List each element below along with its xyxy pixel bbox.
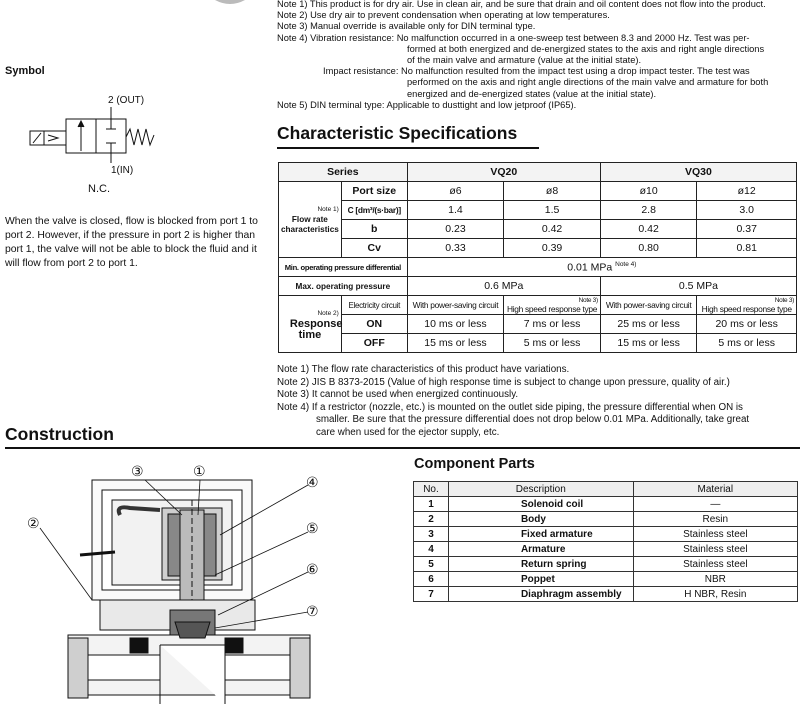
table-row [414, 527, 798, 542]
row-no: 2 [414, 512, 449, 527]
off-label: OFF [341, 334, 407, 353]
response-label: Response time [289, 317, 343, 341]
circuit-saving-vq30: With power-saving circuit [600, 296, 697, 315]
circuit-high-vq20: High speed response type [506, 304, 598, 314]
note-top-1: Note 1) This product is for dry air. Use in clean air, and be sure that drain and oil content does not flow into the product. [277, 0, 766, 9]
row-no: 3 [414, 527, 449, 542]
note-bottom-2: Note 2) JIS B 8373-2015 (Value of high response time is subject to change upon pressure, quality of air.) [277, 376, 730, 388]
series-row [279, 163, 797, 182]
components-header-row [414, 482, 798, 497]
note-bottom-1: Note 1) The flow rate characteristics of this product have variations. [277, 364, 570, 375]
on-value-3: 25 ms or less [600, 315, 697, 334]
b-row [279, 220, 797, 239]
note-bottom-4c: care when used for the ejector supply, etc. [316, 426, 500, 438]
off-value-3: 15 ms or less [600, 334, 697, 353]
table-row [414, 512, 798, 527]
row-no: 4 [414, 542, 449, 557]
row-no: 5 [414, 557, 449, 572]
circuit-high-note-2: Note 3) [774, 297, 794, 304]
note-top-4b: formed at both energized and de-energized states to the axis and right angle directions [407, 43, 765, 54]
row-desc: Return spring [448, 557, 633, 572]
table-row [414, 572, 798, 587]
response-cell [279, 296, 342, 353]
row-mat: Stainless steel [633, 527, 797, 542]
callout-3: ③ [131, 463, 144, 479]
max-press-label: Max. operating pressure [279, 277, 408, 296]
table-row [414, 542, 798, 557]
spec-heading: Characteristic Specifications [277, 123, 518, 143]
row-no: 1 [414, 497, 449, 512]
row-mat: NBR [633, 572, 797, 587]
construction-heading: Construction [5, 424, 114, 444]
row-mat: Resin [633, 512, 797, 527]
c-value-3: 2.8 [600, 201, 697, 220]
b-value-1: 0.23 [407, 220, 504, 239]
max-press-vq30: 0.5 MPa [600, 277, 796, 296]
on-value-2: 7 ms or less [504, 315, 601, 334]
callout-7: ⑦ [306, 603, 319, 619]
min-diff-note: Note 4) [615, 260, 637, 268]
spec-table [278, 162, 797, 353]
note-top-4: Note 4) Vibration resistance: No malfunction occurred in a one-sweep test between 8.3 and 2000 Hz. Test was per- [277, 32, 750, 43]
row-no: 6 [414, 572, 449, 587]
row-desc: Fixed armature [448, 527, 633, 542]
c-row [279, 201, 797, 220]
valve-symbol-diagram [28, 105, 168, 167]
cv-value-4: 0.81 [697, 239, 797, 258]
table-row [414, 557, 798, 572]
port-size-1: ø6 [407, 182, 504, 201]
row-mat: H NBR, Resin [633, 587, 797, 602]
note-top-3: Note 3) Manual override is available only for DIN terminal type. [277, 21, 536, 32]
notes-top [277, 0, 797, 111]
nc-label: N.C. [88, 183, 110, 195]
port-size-2: ø8 [504, 182, 601, 201]
port-size-3: ø10 [600, 182, 697, 201]
circuit-saving-vq20: With power-saving circuit [407, 296, 504, 315]
circuit-row [279, 296, 797, 315]
min-diff-label: Min. operating pressure differential [279, 258, 408, 277]
row-desc: Body [448, 512, 633, 527]
callout-6: ⑥ [306, 561, 319, 577]
note-bottom-4b: smaller. Be sure that the pressure differential does not drop below 0.01 MPa. Additionally, take great [316, 414, 750, 425]
min-diff-cell [407, 258, 796, 277]
port-in-label: 1(IN) [111, 165, 134, 176]
series-vq30: VQ30 [600, 163, 796, 182]
off-value-4: 5 ms or less [697, 334, 797, 353]
elec-circuit-label: Electricity circuit [341, 296, 407, 315]
flow-rate-label: Flow rate characteristics [281, 214, 339, 234]
min-diff-value: 0.01 MPa [567, 261, 613, 274]
on-value-4: 20 ms or less [697, 315, 797, 334]
row-mat: Stainless steel [633, 542, 797, 557]
note-bottom-4: Note 4) If a restrictor (nozzle, etc.) is mounted on the outlet side piping, the pressure differential when ON is [277, 401, 743, 413]
flow-rate-note: Note 1) [317, 205, 339, 213]
cv-row [279, 239, 797, 258]
row-mat: — [633, 497, 797, 512]
table-row [414, 497, 798, 512]
response-note: Note 2) [317, 309, 339, 317]
b-value-2: 0.42 [504, 220, 601, 239]
row-desc: Armature [448, 542, 633, 557]
series-vq20: VQ20 [407, 163, 600, 182]
on-value-1: 10 ms or less [407, 315, 504, 334]
callout-2: ② [27, 515, 40, 531]
row-no: 7 [414, 587, 449, 602]
circuit-high-vq20-cell [504, 296, 601, 315]
note-top-4f: energized and de-energized states (value at the initial state). [407, 88, 657, 99]
row-desc: Poppet [448, 572, 633, 587]
note-top-2: Note 2) Use dry air to prevent condensation when operating at low temperatures. [277, 10, 610, 21]
c-value-1: 1.4 [407, 201, 504, 220]
c-label: C [dm³/(s·bar)] [341, 201, 407, 220]
note-top-5: Note 5) DIN terminal type: Applicable to dusttight and low jetproof (IP65). [277, 99, 577, 110]
port-size-4: ø12 [697, 182, 797, 201]
note-top-4d: Impact resistance: No malfunction resulted from the impact test using a drop impact tester. The test was [323, 66, 750, 77]
callout-5: ⑤ [306, 520, 319, 536]
note-top-4c: of the main valve and armature (value at the initial state). [407, 55, 642, 66]
min-diff-row [279, 258, 797, 277]
row-desc: Diaphragm assembly [448, 587, 633, 602]
port-size-label: Port size [341, 182, 407, 201]
c-value-2: 1.5 [504, 201, 601, 220]
callout-4: ④ [306, 474, 319, 490]
flow-rate-cell [279, 182, 342, 258]
max-press-row [279, 277, 797, 296]
note-top-4e: performed on the axis and right angle directions of the main valve and armature for both [407, 77, 769, 88]
row-desc: Solenoid coil [448, 497, 633, 512]
row-mat: Stainless steel [633, 557, 797, 572]
b-label: b [341, 220, 407, 239]
symbol-description: When the valve is closed, flow is blocked from port 1 to port 2. However, if the pressure in port 2 is higher than port 1, the valve will not be able to block the fluid and it will flow from port 2 to port 1. [5, 216, 258, 269]
b-value-4: 0.37 [697, 220, 797, 239]
symbol-heading: Symbol [5, 65, 45, 77]
cv-label: Cv [341, 239, 407, 258]
notes-bottom [277, 364, 797, 439]
off-value-2: 5 ms or less [504, 334, 601, 353]
port-out-label: 2 (OUT) [108, 95, 145, 106]
cv-value-3: 0.80 [600, 239, 697, 258]
construction-cross-section [20, 460, 340, 704]
col-desc: Description [448, 482, 633, 497]
callout-1: ① [193, 463, 206, 479]
col-mat: Material [633, 482, 797, 497]
circuit-high-vq30-cell [697, 296, 797, 315]
off-value-1: 15 ms or less [407, 334, 504, 353]
components-heading: Component Parts [414, 456, 535, 472]
on-row [279, 315, 797, 334]
spec-heading-rule [277, 147, 539, 149]
components-table [413, 481, 798, 602]
col-no: No. [414, 482, 449, 497]
series-label: Series [279, 163, 408, 182]
cv-value-1: 0.33 [407, 239, 504, 258]
table-row [414, 587, 798, 602]
b-value-3: 0.42 [600, 220, 697, 239]
note-bottom-3: Note 3) It cannot be used when energized continuously. [277, 389, 519, 400]
circuit-high-vq30: High speed response type [701, 304, 792, 314]
cropped-graphic-fragment [215, 0, 245, 8]
max-press-vq20: 0.6 MPa [407, 277, 600, 296]
port-size-row [279, 182, 797, 201]
on-label: ON [341, 315, 407, 334]
off-row [279, 334, 797, 353]
circuit-high-note-1: Note 3) [578, 297, 598, 304]
cv-value-2: 0.39 [504, 239, 601, 258]
construction-rule [5, 447, 800, 449]
c-value-4: 3.0 [697, 201, 797, 220]
